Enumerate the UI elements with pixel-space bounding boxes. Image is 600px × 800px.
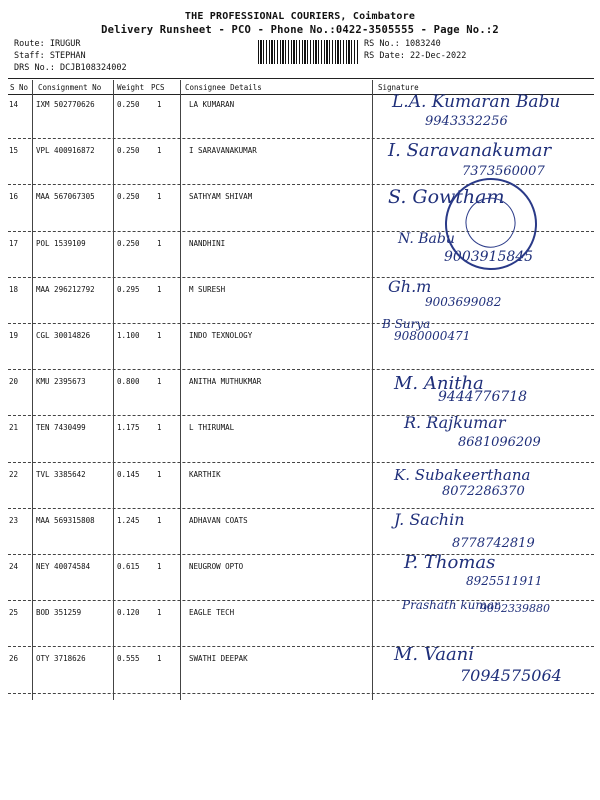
consignee-name: KARTHIK bbox=[189, 469, 221, 479]
consignee-name: LA KUMARAN bbox=[189, 100, 235, 109]
weight-value: 0.615 bbox=[117, 562, 140, 571]
consignee-name: NANDHINI bbox=[189, 238, 226, 248]
handwritten-phone: 9444776718 bbox=[438, 389, 528, 406]
row-separator bbox=[8, 138, 594, 139]
row-sno: 14 bbox=[9, 100, 19, 109]
consignment-number: NEY 40074584 bbox=[36, 562, 91, 571]
handwritten-signature: Prashath kumar bbox=[402, 598, 500, 613]
row-separator bbox=[8, 277, 594, 278]
barcode bbox=[258, 40, 358, 64]
handwritten-phone: 8925511911 bbox=[466, 574, 543, 588]
row-sno: 16 bbox=[9, 192, 19, 202]
row-separator bbox=[8, 462, 594, 463]
row-separator bbox=[8, 600, 594, 601]
handwritten-phone: 9003699082 bbox=[425, 294, 502, 309]
weight-value: 0.250 bbox=[117, 146, 140, 156]
row-sno: 18 bbox=[9, 284, 19, 294]
row-sno: 22 bbox=[9, 469, 19, 479]
handwritten-signature: L.A. Kumaran Babu bbox=[392, 92, 561, 112]
route-label: Route: IRUGUR bbox=[14, 39, 81, 49]
row-sno: 21 bbox=[9, 423, 19, 433]
weight-value: 0.145 bbox=[117, 469, 140, 479]
row-separator bbox=[8, 415, 594, 416]
weight-value: 0.250 bbox=[117, 100, 140, 109]
rs-date: RS Date: 22-Dec-2022 bbox=[364, 51, 467, 61]
handwritten-signature: B Surya bbox=[382, 317, 431, 331]
consignment-number: MAA 569315808 bbox=[36, 515, 95, 525]
consignment-number: VPL 400916872 bbox=[36, 146, 95, 156]
table-top-border bbox=[8, 78, 594, 79]
row-sno: 25 bbox=[9, 608, 19, 618]
handwritten-signature: N. Babu bbox=[398, 230, 455, 247]
col-header-consignee: Consignee Details bbox=[185, 83, 262, 92]
pcs-count: 1 bbox=[157, 562, 162, 571]
handwritten-phone: 8072286370 bbox=[442, 483, 525, 499]
pcs-count: 1 bbox=[157, 284, 162, 294]
col-header-signature: Signature bbox=[378, 83, 419, 92]
handwritten-signature: I. Saravanakumar bbox=[388, 140, 552, 162]
pcs-count: 1 bbox=[157, 423, 162, 433]
consignee-name: INDO TEXNOLOGY bbox=[189, 331, 253, 340]
handwritten-signature: J. Sachin bbox=[394, 509, 465, 529]
weight-value: 1.175 bbox=[117, 423, 140, 433]
weight-value: 0.295 bbox=[117, 284, 140, 294]
row-separator bbox=[8, 554, 594, 555]
weight-value: 0.250 bbox=[117, 238, 140, 248]
consignment-number: CGL 30014826 bbox=[36, 331, 91, 340]
weight-value: 0.120 bbox=[117, 608, 140, 618]
col-header-sno: S No bbox=[10, 83, 29, 92]
pcs-count: 1 bbox=[157, 608, 162, 618]
handwritten-phone: 9080000471 bbox=[394, 329, 471, 343]
weight-value: 1.100 bbox=[117, 331, 140, 340]
col-header-pcs: PCS bbox=[151, 83, 165, 92]
consignment-number: KMU 2395673 bbox=[36, 377, 86, 387]
handwritten-phone: 8778742819 bbox=[452, 535, 535, 551]
row-sno: 17 bbox=[9, 238, 19, 248]
handwritten-phone: 8681096209 bbox=[458, 435, 541, 451]
handwritten-signature: S. Gowtham bbox=[388, 186, 505, 209]
row-separator bbox=[8, 369, 594, 370]
handwritten-signature: K. Subakeerthana bbox=[394, 465, 531, 484]
consignee-name: NEUGROW OPTO bbox=[189, 562, 244, 571]
drs-number: DRS No.: DCJB108324002 bbox=[14, 63, 127, 73]
consignment-number: OTY 3718626 bbox=[36, 654, 86, 664]
handwritten-signature: M. Vaani bbox=[394, 644, 475, 666]
handwritten-phone: 9943332256 bbox=[425, 114, 508, 129]
consignment-number: POL 1539109 bbox=[36, 238, 86, 248]
row-sno: 23 bbox=[9, 515, 19, 525]
runsheet-title: THE PROFESSIONAL COURIERS, Coimbatore bbox=[184, 11, 416, 22]
handwritten-signature: Gh.m bbox=[388, 276, 432, 296]
row-separator bbox=[8, 508, 594, 509]
row-sno: 15 bbox=[9, 146, 19, 156]
pcs-count: 1 bbox=[157, 100, 162, 109]
row-sno: 20 bbox=[9, 377, 19, 387]
consignee-name: M SURESH bbox=[189, 284, 226, 294]
row-sno: 26 bbox=[9, 654, 19, 664]
handwritten-phone: 7373560007 bbox=[462, 164, 545, 180]
staff-label: Staff: STEPHAN bbox=[14, 51, 86, 61]
handwritten-signature: R. Rajkumar bbox=[404, 413, 506, 433]
consignment-number: TVL 3385642 bbox=[36, 469, 86, 479]
row-sno: 24 bbox=[9, 562, 19, 571]
row-separator bbox=[8, 693, 594, 694]
pcs-count: 1 bbox=[157, 146, 162, 156]
rs-number: RS No.: 1083240 bbox=[364, 39, 441, 49]
col-header-consignment: Consignment No bbox=[38, 83, 102, 92]
consignee-name: ADHAVAN COATS bbox=[189, 515, 248, 525]
pcs-count: 1 bbox=[157, 654, 162, 664]
row-sno: 19 bbox=[9, 331, 19, 340]
consignment-number: MAA 567067305 bbox=[36, 192, 95, 202]
consignee-name: I SARAVANAKUMAR bbox=[189, 146, 257, 156]
pcs-count: 1 bbox=[157, 238, 162, 248]
pcs-count: 1 bbox=[157, 331, 162, 340]
consignee-name: L THIRUMAL bbox=[189, 423, 235, 433]
weight-value: 1.245 bbox=[117, 515, 140, 525]
consignee-name: SATHYAM SHIVAM bbox=[189, 192, 253, 202]
pcs-count: 1 bbox=[157, 377, 162, 387]
consignment-number: TEN 7430499 bbox=[36, 423, 86, 433]
consignee-name: SWATHI DEEPAK bbox=[189, 654, 248, 664]
handwritten-phone: 7094575064 bbox=[460, 666, 562, 686]
row-separator bbox=[8, 323, 594, 324]
weight-value: 0.250 bbox=[117, 192, 140, 202]
consignment-number: BOD 351259 bbox=[36, 608, 82, 618]
consignment-number: IXM 502770626 bbox=[36, 100, 95, 109]
consignee-name: EAGLE TECH bbox=[189, 608, 235, 618]
handwritten-phone: 9092339880 bbox=[480, 602, 550, 616]
pcs-count: 1 bbox=[157, 515, 162, 525]
runsheet-subtitle: Delivery Runsheet - PCO - Phone No.:0422-3505555 - Page No.:2 bbox=[101, 24, 499, 36]
handwritten-signature: M. Anitha bbox=[394, 373, 484, 395]
handwritten-phone: 9003915845 bbox=[444, 248, 534, 265]
weight-value: 0.555 bbox=[117, 654, 140, 664]
col-header-weight: Weight bbox=[117, 83, 145, 92]
handwritten-signature: P. Thomas bbox=[404, 552, 496, 573]
consignment-number: MAA 296212792 bbox=[36, 284, 95, 294]
pcs-count: 1 bbox=[157, 192, 162, 202]
weight-value: 0.800 bbox=[117, 377, 140, 387]
pcs-count: 1 bbox=[157, 469, 162, 479]
consignee-name: ANITHA MUTHUKMAR bbox=[189, 377, 262, 387]
row-separator bbox=[8, 646, 594, 647]
